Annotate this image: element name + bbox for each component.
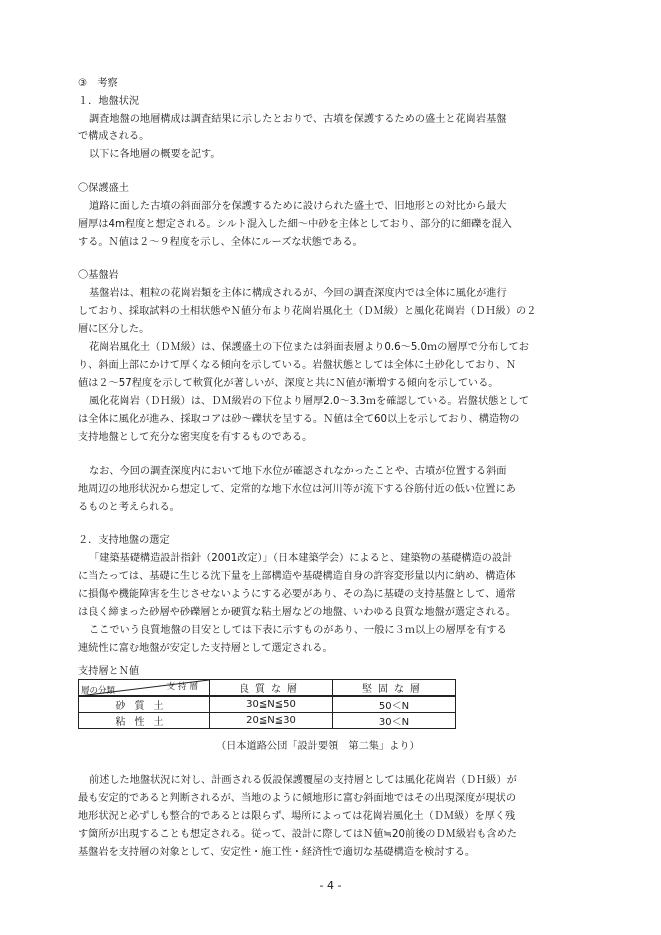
paragraph-line: 基盤岩を支持層の対象として、安定性・施工性・経済性で適切な基礎構造を検討する。 [78,847,476,858]
table-row [79,713,456,729]
row-label: 砂質土 [79,696,210,713]
paragraph-line: 「建築基礎構造設計指針（2001改定）」（日本建築学会）によると、建築物の基礎構造の設計 [89,553,513,564]
subsection-support-selection: ２．支持地盤の選定 [78,535,170,546]
table-header-row [79,680,456,697]
paragraph-line: 道路に面した古墳の斜面部分を保護するために設けられた盛土で、旧地形との対比から最大 [89,201,507,212]
paragraph-line: るものと考えられる。 [78,502,180,513]
paragraph-line: 調査地盤の地層構成は調査結果に示したとおりで、古墳を保護するための盛土と花崗岩基盤 [89,114,507,125]
paragraph-line: しており、採取試料の土相状態やＮ値分布より花崗岩風化土（ＤＭ級）と風化花崗岩（ＤＨ級）の２ [78,306,537,317]
subsection-ground-conditions: １．地盤状況 [78,96,140,107]
paragraph-line: 風化花崗岩（ＤＨ級）は、ＤＭ級岩の下位より層厚2.0～3.3ｍを確認している。岩盤状態として [89,396,529,407]
paragraph-line: する。Ｎ値は２～９程度を示し、全体にルーズな状態である。 [78,237,363,248]
paragraph-line: に損傷や機能障害を生じさせないようにする必要があり、その為に基礎の支持基盤として、通常 [78,589,516,600]
section-heading: ③ 考察 [78,78,118,89]
table-source-note: （日本道路公団「設計要領 第二集」より） [216,741,420,752]
paragraph-line: 花崗岩風化土（ＤＭ級）は、保護盛土の下位または斜面表層より0.6～5.0ｍの層厚で分布してお [89,342,529,353]
paragraph-line: に当たっては、基礎に生じる沈下量を上部構造や基礎構造自身の許容変形量以内に納め、構造体 [78,571,516,582]
paragraph-line: 地周辺の地形状況から想定して、定常的な地下水位は河川等が流下する谷筋付近の低い位置にあ [78,484,516,495]
corner-label-bottom: 層の分類 [81,686,116,696]
paragraph-line: 前述した地盤状況に対し、計画される仮設保護覆屋の支持層としては風化花崗岩（ＤＨ級）が [89,775,517,786]
table-corner-cell [79,680,210,697]
bedrock-title: 〇基盤岩 [78,270,119,281]
paragraph-line: 地形状況と必ずしも整合的であるとは限らず、場所によっては花崗岩風化土（ＤＭ級）を厚く残 [78,811,516,822]
fill-title: 〇保護盛土 [78,183,129,194]
paragraph-line: なお、今回の調査深度内において地下水位が確認されなかったことや、古墳が位置する斜面 [89,466,507,477]
page-number: - 4 - [319,879,342,892]
table-title: 支持層とＮ値 [78,666,140,677]
cell-good: 20≦N≦30 [210,713,333,729]
column-header-good: 良質な層 [210,680,333,697]
paragraph-line: り、斜面上部にかけて厚くなる傾向を示している。岩盤状態としては全体に土砂化しており、Ｎ [78,360,517,371]
table-row [79,696,456,713]
paragraph-line: 基盤岩は、粗粒の花崗岩類を主体に構成されるが、今回の調査深度内では全体に風化が進行 [89,288,507,299]
paragraph-line: 値は２～57程度を示して軟質化が著しいが、深度と共にＮ値が漸増する傾向を示している。 [78,378,499,389]
paragraph-line: 層厚は4m程度と想定される。シルト混入した細～中砂を主体としており、部分的に細礫を混入 [78,219,512,230]
paragraph-line: 連続性に富む地盤が安定した支持層として選定される。 [78,643,333,654]
paragraph-line: で構成される。 [78,131,150,142]
paragraph-line: 最も安定的であると判断されるが、当地のように傾地形に富む斜面地ではその出現深度が現状の [78,793,517,804]
cell-solid: 30＜N [333,713,456,729]
cell-good: 30≦N≦50 [210,696,333,713]
row-label: 粘性土 [79,713,210,729]
paragraph-line: す箇所が出現することも想定される。従って、設計に際してはＮ値≒20前後のＤＭ級岩も含めた [78,829,517,840]
cell-solid: 50＜N [333,696,456,713]
column-header-solid: 堅固な層 [333,680,456,697]
corner-label-top: 支持層 [166,682,201,692]
paragraph-line: ここでいう良質地盤の目安としては下表に示すものがあり、一般に３ｍ以上の層厚を有する [89,625,507,636]
paragraph-line: 支持地盤として充分な密実度を有するものである。 [78,432,313,443]
paragraph-line: 層に区分した。 [78,324,150,335]
paragraph-line: 以下に各地層の概要を記す。 [89,149,221,160]
paragraph-line: は全体に風化が進み、採取コアは砂～礫状を呈する。Ｎ値は全て60以上を示しており、構造物の [78,414,520,425]
support-layer-table [78,679,456,729]
paragraph-line: は良く締まった砂層や砂礫層とか硬質な粘土層などの地盤、いわゆる良質な地盤が選定される。 [78,607,517,618]
